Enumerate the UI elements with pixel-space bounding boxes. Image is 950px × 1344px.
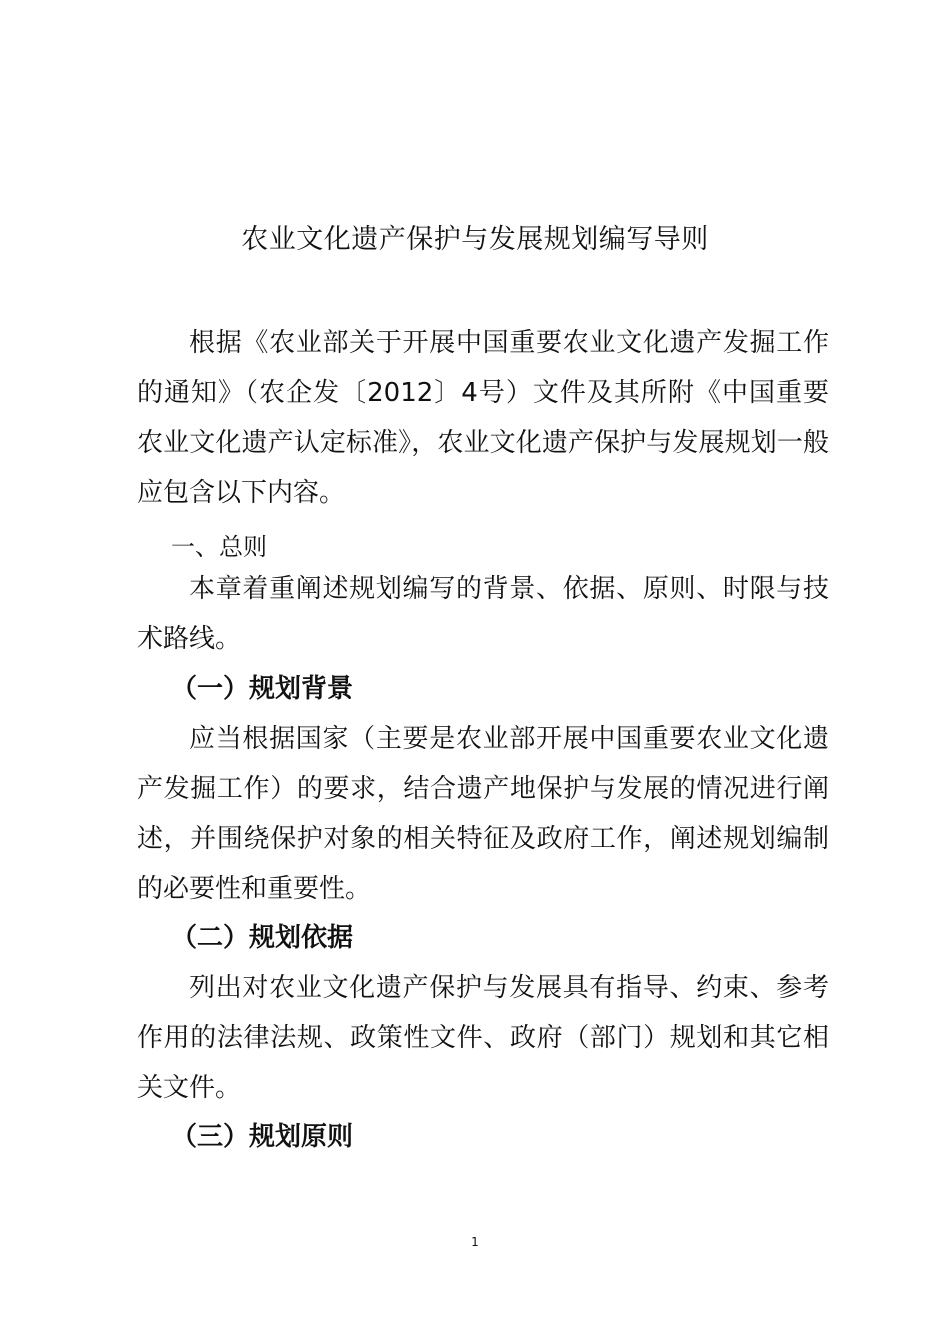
page-number: 1 [471,1235,479,1249]
section-heading-general: 一、总则 [171,533,267,561]
subsection-background-paragraph: 应当根据国家（主要是农业部开展中国重要农业文化遗产发掘工作）的要求，结合遗产地保护与发展的情况进行阐述，并围绕保护对象的相关特征及政府工作，阐述规划编制的必要性和重要性。 [137,724,829,904]
document-title: 农业文化遗产保护与发展规划编写导则 [241,224,709,255]
subsection-heading-basis: （二）规划依据 [171,923,354,953]
intro-paragraph: 根据《农业部关于开展中国重要农业文化遗产发掘工作的通知》（农企发〔2012〕4号）文件及其所附《中国重要农业文化遗产认定标准》，农业文化遗产保护与发展规划一般应包含以下内容。 [137,328,829,508]
subsection-heading-principles: （三）规划原则 [171,1122,354,1152]
subsection-heading-background: （一）规划背景 [171,674,354,704]
subsection-basis-paragraph: 列出对农业文化遗产保护与发展具有指导、约束、参考作用的法律法规、政策性文件、政府（部门）规划和其它相关文件。 [137,973,829,1103]
section-general-paragraph: 本章着重阐述规划编写的背景、依据、原则、时限与技术路线。 [137,574,829,654]
